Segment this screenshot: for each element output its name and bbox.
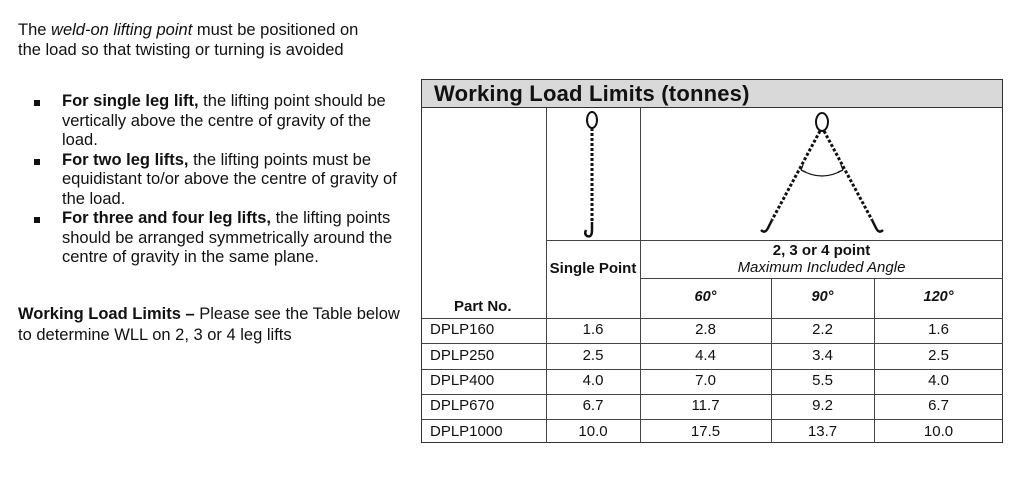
angle-90-cell: 5.5 — [812, 372, 833, 389]
single-leg-chain-icon — [577, 110, 607, 240]
intro-line-2: the load so that twisting or turning is avoided — [18, 41, 344, 59]
angle-90-cell: 2.2 — [812, 321, 833, 338]
angle-60-cell: 11.7 — [691, 397, 720, 414]
wll-note-text: Please see the Table below to determine WLL on 2, 3 or 4 leg lifts — [18, 305, 400, 344]
part-cell: DPLP250 — [430, 347, 495, 364]
angle-60-cell: 7.0 — [695, 372, 716, 389]
part-cell: DPLP670 — [430, 397, 495, 414]
bullet-text-2: the lifting points must be equidistant to/or above the centre of gravity of the load. — [62, 150, 397, 208]
list-item — [30, 151, 410, 210]
part-cell: DPLP1000 — [430, 423, 503, 440]
divider — [422, 369, 1003, 370]
angle-60-header: 60° — [694, 289, 717, 305]
part-cell: DPLP400 — [430, 372, 495, 389]
working-load-limits-table — [421, 79, 1003, 443]
single-cell: 1.6 — [582, 321, 604, 338]
two-leg-chain-angle-icon — [752, 112, 892, 240]
divider — [422, 419, 1003, 420]
list-item — [30, 209, 410, 268]
instruction-list — [30, 92, 410, 268]
wll-note-bold: Working Load Limits – — [18, 305, 195, 323]
angle-60-cell: 2.8 — [695, 321, 716, 338]
angle-120-header: 120° — [923, 289, 954, 305]
angle-60-cell: 17.5 — [690, 423, 721, 440]
part-cell: DPLP160 — [430, 321, 495, 338]
intro-emphasis: weld-on lifting point — [51, 21, 193, 39]
angle-120-cell: 2.5 — [928, 347, 949, 364]
angle-60-cell: 4.4 — [695, 347, 716, 364]
angle-90-cell: 13.7 — [807, 423, 838, 440]
divider — [422, 318, 1003, 319]
intro-line-1 — [18, 20, 358, 40]
table-title: Working Load Limits (tonnes) — [434, 81, 750, 106]
bullet-text-3: the lifting points should be arranged symmetrically around the centre of gravity in the same plane. — [62, 209, 393, 266]
angle-90-header: 90° — [811, 289, 834, 305]
single-cell: 6.7 — [582, 397, 604, 414]
divider — [546, 240, 1003, 241]
single-point-header: Single Point — [549, 260, 637, 277]
angle-90-cell: 3.4 — [812, 347, 833, 364]
list-item — [30, 92, 410, 151]
intro-prefix: The — [18, 21, 52, 39]
bullet-text-1: the lifting point should be vertically above the centre of gravity of the load. — [62, 92, 386, 149]
wll-note — [18, 304, 408, 345]
divider — [422, 343, 1003, 344]
part-no-header: Part No. — [454, 298, 512, 315]
angle-120-cell: 1.6 — [928, 321, 949, 338]
bullet-bold-3: For three and four leg lifts, — [62, 209, 272, 227]
multi-point-header-block — [640, 242, 1003, 276]
single-cell: 2.5 — [582, 347, 604, 364]
angle-90-cell: 9.2 — [812, 397, 833, 414]
angle-120-cell: 10.0 — [923, 423, 954, 440]
bullet-bold-2: For two leg lifts, — [62, 150, 189, 169]
angle-120-cell: 6.7 — [928, 397, 949, 414]
bullet-bold-1: For single leg lift, — [62, 92, 199, 110]
table-title-bar — [422, 80, 1002, 108]
divider — [422, 394, 1003, 395]
single-cell: 4.0 — [582, 372, 604, 389]
max-included-angle-subheader: Maximum Included Angle — [737, 259, 906, 276]
intro-text — [18, 20, 358, 60]
multi-point-header: 2, 3 or 4 point — [772, 242, 871, 259]
single-cell: 10.0 — [578, 423, 608, 440]
intro-line1-suffix: must be positioned on — [192, 21, 359, 39]
angle-120-cell: 4.0 — [928, 372, 949, 389]
divider — [640, 278, 1003, 279]
